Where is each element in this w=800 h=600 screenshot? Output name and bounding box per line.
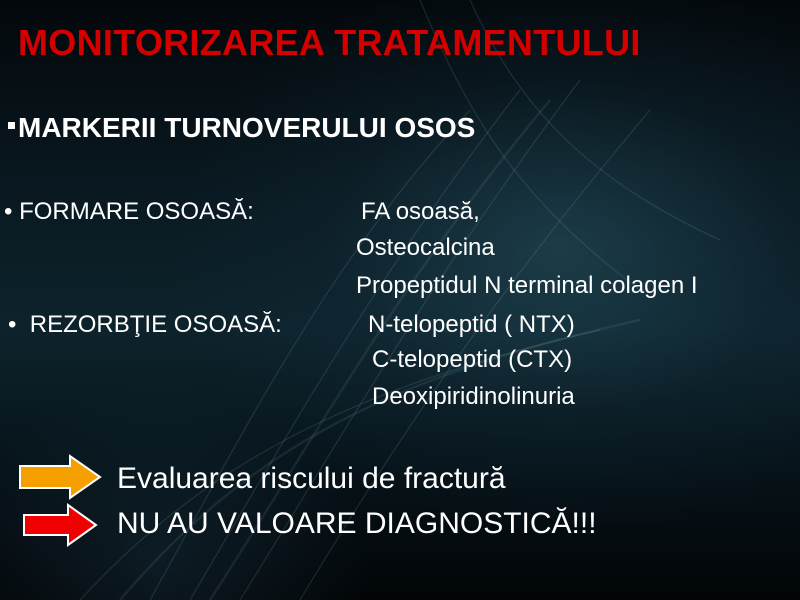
resorption-label-text: REZORBŢIE OSOASĂ: (29, 311, 282, 338)
red-arrow-icon (22, 503, 98, 547)
bullet-icon: • (8, 311, 17, 338)
formation-label-text: FORMARE OSOASĂ: (19, 198, 254, 225)
section-heading (8, 112, 475, 144)
section-heading-text: MARKERII TURNOVERULUI OSOS (18, 112, 476, 143)
resorption-label (8, 311, 282, 339)
orange-arrow-icon (18, 454, 102, 500)
formation-marker: FA osoasă, (361, 198, 480, 225)
formation-label (4, 198, 254, 226)
note-fracture-risk: Evaluarea riscului de fractură (117, 462, 506, 495)
square-bullet-icon (8, 122, 15, 129)
bullet-icon: • (4, 198, 13, 225)
resorption-marker: N-telopeptid ( NTX) (368, 311, 575, 338)
formation-marker: Osteocalcina (356, 234, 495, 261)
resorption-marker: Deoxipiridinolinuria (372, 383, 575, 410)
note-no-diagnostic-value: NU AU VALOARE DIAGNOSTICĂ!!! (117, 507, 597, 540)
resorption-marker: C-telopeptid (CTX) (372, 346, 573, 373)
slide-title: MONITORIZAREA TRATAMENTULUI (18, 22, 641, 63)
formation-marker: Propeptidul N terminal colagen I (356, 272, 698, 299)
